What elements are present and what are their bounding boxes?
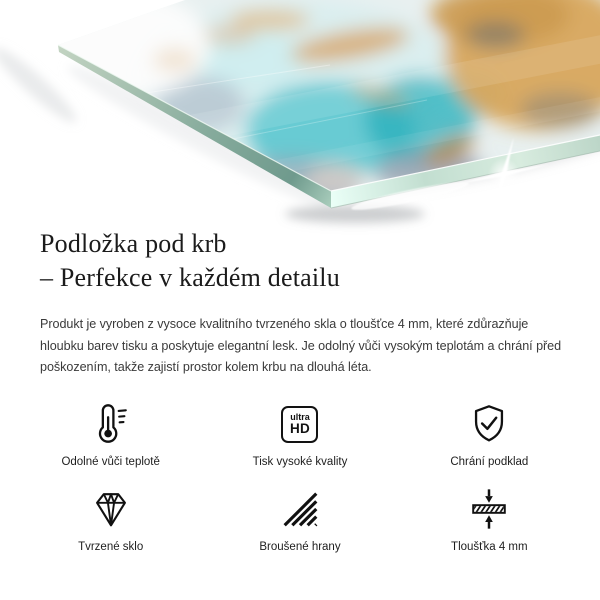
feature-label: Tvrzené sklo bbox=[78, 541, 144, 553]
ultra-hd-icon-text-top: ultra bbox=[290, 412, 310, 422]
shield-check-icon bbox=[466, 401, 512, 447]
page-title bbox=[40, 227, 340, 295]
feature-protects-surface bbox=[395, 401, 584, 470]
glass-pad-image bbox=[0, 0, 600, 250]
feature-label: Tloušťka 4 mm bbox=[451, 541, 528, 553]
product-photo bbox=[0, 0, 600, 250]
feature-polished-edges bbox=[205, 486, 394, 555]
diamond-icon bbox=[88, 486, 134, 532]
feature-heat-resistant bbox=[16, 401, 205, 470]
feature-label: Odolné vůči teplotě bbox=[61, 456, 160, 468]
feature-label: Broušené hrany bbox=[259, 541, 341, 553]
page-title-line-2: – Perfekce v každém detailu bbox=[40, 263, 340, 292]
beveled-edges-icon bbox=[277, 486, 323, 532]
feature-print-quality bbox=[205, 401, 394, 470]
page-title-line-1: Podložka pod krb bbox=[40, 229, 227, 258]
ultra-hd-icon-text-bottom: HD bbox=[290, 421, 310, 436]
feature-grid bbox=[16, 401, 584, 555]
thickness-icon bbox=[466, 486, 512, 532]
ultra-hd-icon bbox=[281, 401, 318, 447]
feature-label: Chrání podklad bbox=[450, 456, 529, 468]
feature-label: Tisk vysoké kvality bbox=[252, 456, 348, 468]
feature-tempered-glass bbox=[16, 486, 205, 555]
thermometer-icon bbox=[88, 401, 134, 447]
product-description: Produkt je vyroben z vysoce kvalitního tvrzeného skla o tloušťce 4 mm, které zdůrazňuje hloubku barev tisku a poskytuje elegantní lesk. Je odolný vůči vysokým teplotám a chrání před poškozením, takže zajistí prostor kolem krbu na dlouhá léta. bbox=[40, 317, 562, 375]
feature-thickness bbox=[395, 486, 584, 555]
